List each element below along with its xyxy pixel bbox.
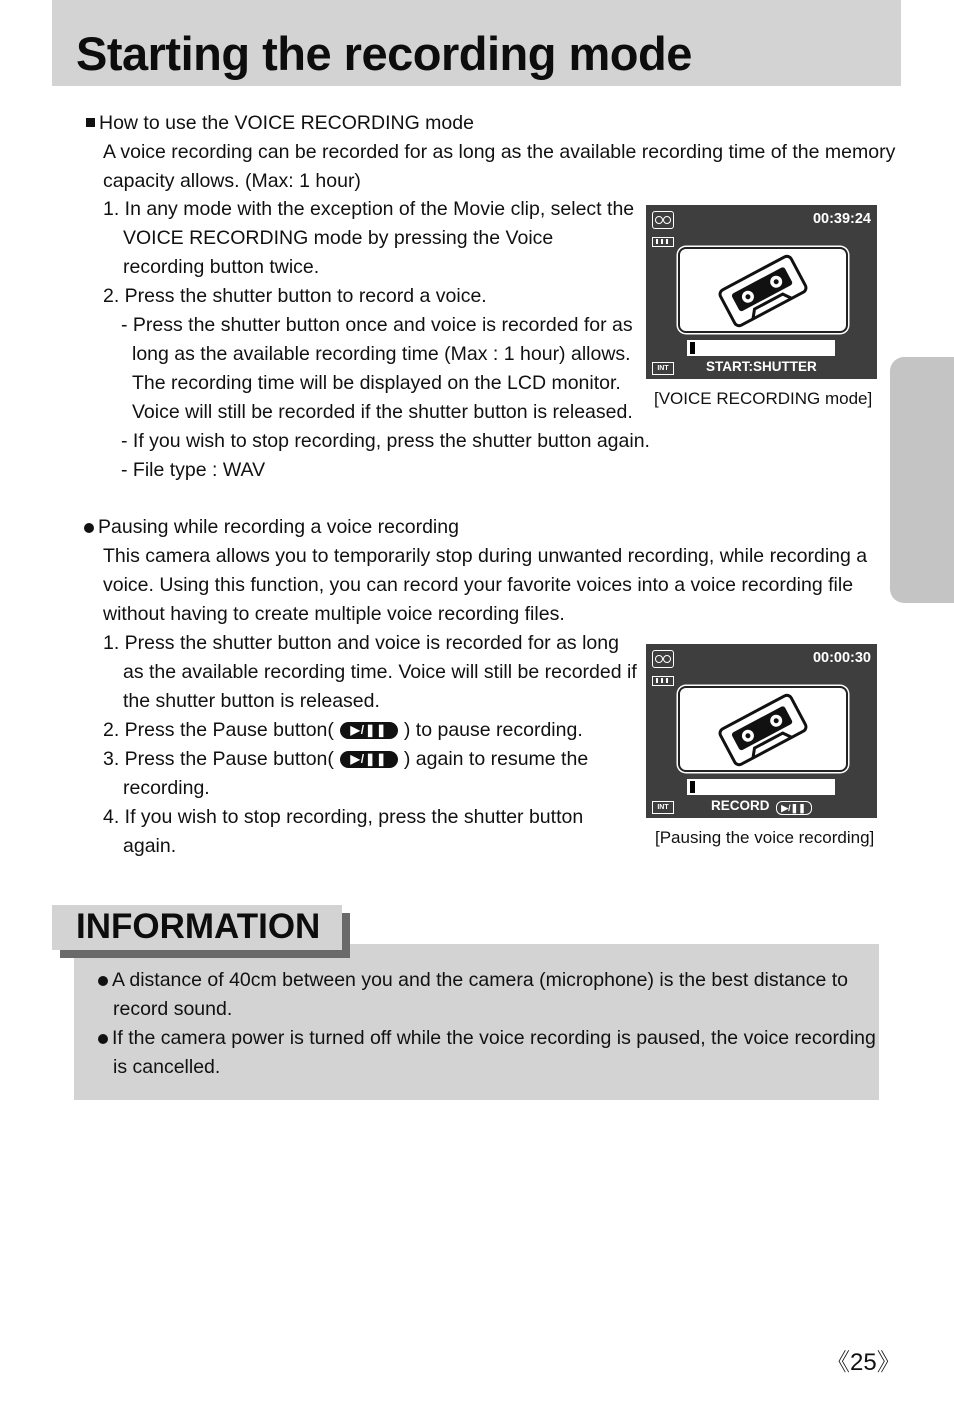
step2-text-end: ) to pause recording.	[403, 719, 583, 741]
pause-line: again.	[123, 835, 177, 857]
voice-line: capacity allows. (Max: 1 hour)	[103, 170, 361, 192]
voice-line: Voice will still be recorded if the shutter button is released.	[132, 401, 633, 423]
pause-button-icon	[340, 751, 398, 768]
pause-step-2	[103, 716, 583, 745]
internal-memory-icon: INT	[652, 801, 674, 814]
voice-line: - If you wish to stop recording, press the shutter button again.	[121, 430, 650, 452]
battery-icon	[652, 237, 674, 247]
info-line	[98, 966, 848, 995]
voice-line: long as the available recording time (Max : 1 hour) allows.	[132, 343, 631, 365]
cassette-icon	[680, 249, 846, 331]
bullet-icon	[84, 523, 94, 533]
voice-line: recording button twice.	[123, 256, 320, 278]
pause-line: recording.	[123, 777, 210, 799]
step2-text: 2. Press the Pause button(	[103, 719, 334, 741]
status-text	[711, 798, 812, 815]
pause-button-symbol: ▶/❚❚	[350, 752, 388, 766]
cassette-icon	[680, 688, 846, 770]
voice-recording-icon	[652, 650, 674, 668]
recording-time: 00:00:30	[812, 650, 871, 666]
voice-recording-icon	[652, 211, 674, 229]
voice-heading	[86, 109, 474, 138]
lcd2-caption: [Pausing the voice recording]	[655, 828, 875, 847]
pause-step-4: 4. If you wish to stop recording, press the shutter button	[103, 806, 584, 828]
page-number: 《25》	[826, 1349, 901, 1376]
voice-line: VOICE RECORDING mode by pressing the Voice	[123, 227, 554, 249]
lcd-screen	[678, 247, 848, 333]
information-title: INFORMATION	[76, 907, 321, 946]
info-text: If the camera power is turned off while the voice recording is paused, the voice recording	[112, 1027, 876, 1049]
info-line: record sound.	[113, 998, 233, 1020]
pause-mini-icon: ▶/❚❚	[776, 801, 812, 815]
bullet-icon	[98, 1034, 108, 1044]
recording-progress-bar	[687, 340, 835, 356]
internal-memory-icon: INT	[652, 362, 674, 375]
voice-line: 1. In any mode with the exception of the Movie clip, select the	[103, 198, 635, 220]
step3-text-end: ) again to resume the	[403, 748, 589, 770]
pause-line: without having to create multiple voice recording files.	[103, 603, 565, 625]
voice-heading-text: How to use the VOICE RECORDING mode	[99, 112, 474, 134]
pause-line: 1. Press the shutter button and voice is recorded for as long	[103, 632, 619, 654]
bullet-icon	[98, 976, 108, 986]
status-text: START:SHUTTER	[706, 359, 817, 374]
voice-line: A voice recording can be recorded for as long as the available recording time of the memory	[103, 141, 896, 163]
voice-line: - File type : WAV	[121, 459, 266, 481]
lcd-pausing	[646, 644, 877, 818]
pause-heading-text: Pausing while recording a voice recording	[98, 516, 459, 538]
square-bullet-icon	[86, 118, 95, 127]
battery-icon	[652, 676, 674, 686]
voice-line: The recording time will be displayed on the LCD monitor.	[132, 372, 621, 394]
pause-heading	[84, 513, 459, 542]
lcd1-caption: [VOICE RECORDING mode]	[654, 389, 873, 408]
lcd-screen	[678, 686, 848, 772]
info-line	[98, 1024, 876, 1053]
voice-line: 2. Press the shutter button to record a voice.	[103, 285, 487, 307]
step3-text: 3. Press the Pause button(	[103, 748, 334, 770]
side-tab	[890, 357, 954, 603]
pause-button-symbol: ▶/❚❚	[350, 723, 388, 737]
pause-line: the shutter button is released.	[123, 690, 380, 712]
recording-progress-bar	[687, 779, 835, 795]
info-text: A distance of 40cm between you and the camera (microphone) is the best distance to	[112, 969, 849, 991]
pause-step-3	[103, 745, 588, 774]
voice-line: - Press the shutter button once and voice is recorded for as	[121, 314, 633, 336]
lcd-voice-recording-mode	[646, 205, 877, 379]
pause-button-icon	[340, 722, 398, 739]
pause-line: This camera allows you to temporarily stop during unwanted recording, while recording a	[103, 545, 868, 567]
recording-time: 00:39:24	[812, 211, 871, 227]
status-label: RECORD	[711, 798, 770, 813]
info-line: is cancelled.	[113, 1056, 221, 1078]
pause-line: voice. Using this function, you can record your favorite voices into a voice recording file	[103, 574, 854, 596]
page-title: Starting the recording mode	[76, 27, 692, 80]
pause-line: as the available recording time. Voice will still be recorded if	[123, 661, 637, 683]
